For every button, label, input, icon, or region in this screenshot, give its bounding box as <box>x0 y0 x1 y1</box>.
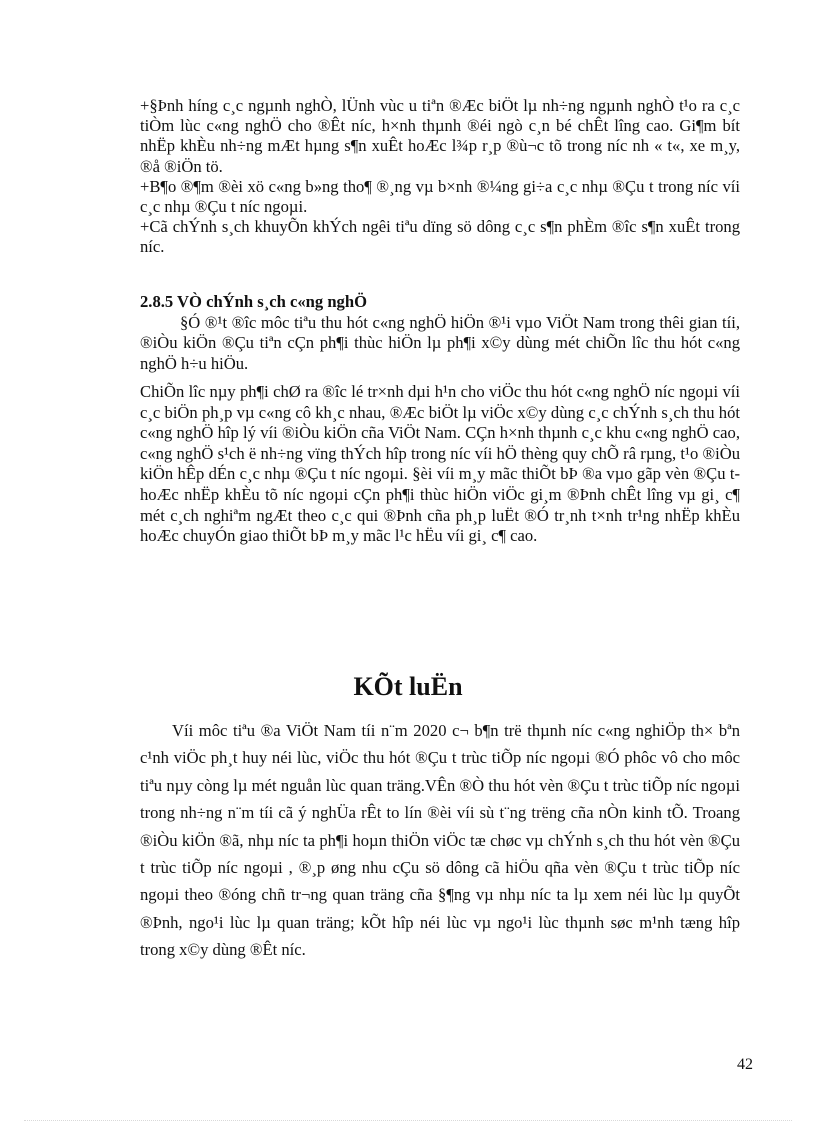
page-number: 42 <box>737 1056 753 1073</box>
bullet-domestic-consumption: +Cã chÝnh s¸ch khuyÕn khÝch ngêi tiªu dïng sö dông c¸c s¶n phÈm ®îc s¶n xuÊt trong níc. <box>140 217 740 257</box>
section-paragraph-2: ChiÕn lîc nµy ph¶i chØ ra ®îc lé tr×nh dµi h¹n cho viÖc thu hót c«ng nghÖ níc ngoµi víi c¸c biÖn ph¸p vµ c«ng cô kh¸c nhau, ®Æc biÖt lµ viÖc x©y dùng c¸c chÝnh s¸ch thu hót c«ng nghÖ hîp lý víi ®iÒu kiÖn cña ViÖt Nam. CÇn h×nh thµnh c¸c khu c«ng nghÖ cao, c«ng nghÖ s¹ch ë nh÷ng vïng thÝch hîp trong níc víi hÖ thèng quy chÕ râ rµng, t¹o ®iÒu kiÖn hÊp dÉn c¸c nhµ ®Çu t níc ngoµi. §èi víi m¸y mãc thiÕt bÞ ®a vµo gãp vèn ®Çu t hoÆc nhËp khÈu tõ níc ngoµi cÇn ph¶i thùc hiÖn viÖc gi¸m ®Þnh chÊt lîng vµ gi¸ c¶ mét c¸ch nghiªm ngÆt theo c¸c qui ®Þnh cña ph¸p luËt ®Ó tr¸nh t×nh tr¹ng nhËp khÈu hoÆc chuyÓn giao thiÕt bÞ m¸y mãc l¹c hËu víi gi¸ c¶ cao. <box>140 382 740 546</box>
section-heading: 2.8.5 VÒ chÝnh s¸ch c«ng nghÖ <box>140 292 367 311</box>
section-paragraph-1: §Ó ®¹t ®îc môc tiªu thu hót c«ng nghÖ hiÖn ®¹i vµo ViÖt Nam trong thêi gian tíi, ®iÒu kiÖn ®Çu tiªn cÇn ph¶i thùc hiÖn lµ ph¶i x©y dùng mét chiÕn lîc thu hót c«ng nghÖ h÷u hiÖu. <box>140 313 740 373</box>
bullet-fair-treatment: +B¶o ®¶m ®èi xö c«ng b»ng tho¶ ®¸ng vµ b×nh ®¼ng gi÷a c¸c nhµ ®Çu t trong níc víi c¸c nhµ ®Çu t níc ngoµi. <box>140 176 740 217</box>
bullet-industry-orientation: +§Þnh híng c¸c ngµnh nghÒ, lÜnh vùc u tiªn ®Æc biÖt lµ nh÷ng ngµnh nghÒ t¹o ra c¸c tiÒm lùc c«ng nghÖ cho ®Êt níc, h×nh thµnh ®éi ngò c¸n bé chÊt lîng cao. Gi¶m bít nhËp khÈu nh÷ng mÆt hµng s¶n xuÊt hoÆc l¾p r¸p ®ù¬c tõ trong níc nh « t«, xe m¸y, ®å ®iÖn tö. <box>140 96 740 176</box>
conclusion-body: Víi môc tiªu ®a ViÖt Nam tíi n¨m 2020 c¬ b¶n trë thµnh níc c«ng nghiÖp th× bªn c¹nh viÖc ph¸t huy néi lùc, viÖc thu hót ®Çu t trùc tiÕp níc ngoµi ®Ó phôc vô cho môc tiªu nµy còng lµ mét nguån lùc quan träng.VÊn ®Ò thu hót vèn ®Çu t trùc tiÕp níc ngoµi trong nh÷ng n¨m tíi cã ý nghÜa rÊt to lín ®èi víi sù t¨ng trëng cña nÒn kinh tÕ. Troang ®iÒu kiÖn ®ã, nhµ níc ta ph¶i hoµn thiÖn viÖc tæ chøc vµ chÝnh s¸ch thu hót vèn ®Çu t trùc tiÕp níc ngoµi , ®¸p øng nhu cÇu sö dông cã hiÖu qña vèn ®Çu t trùc tiÕp níc ngoµi theo ®óng chñ tr¬ng quan träng cña §¶ng vµ nhµ níc ta lµ xem néi lùc lµ quyÕt ®Þnh, ngo¹i lùc lµ quan träng; kÕt hîp néi lùc vµ ngo¹i lùc thµnh søc m¹nh tæng hîp trong x©y dùng ®Êt níc. <box>140 721 740 960</box>
page-bottom-divider <box>24 1120 792 1121</box>
policy-bullet-list <box>140 96 740 258</box>
conclusion-title: KÕt luËn <box>353 672 463 701</box>
